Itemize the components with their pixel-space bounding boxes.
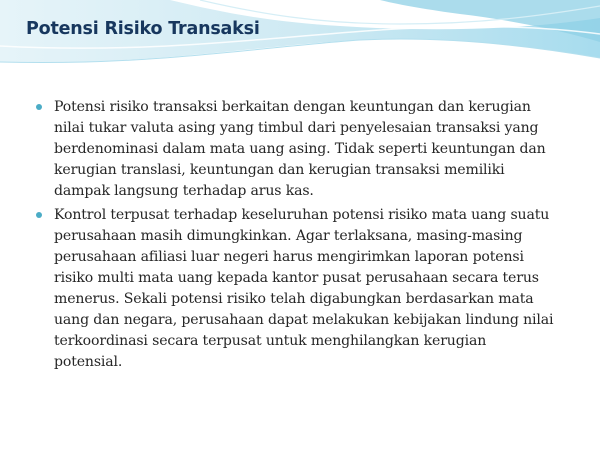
bullet-text-line: berdenominasi dalam mata uang asing. Tidak seperti keuntungan dan [54, 141, 546, 157]
bullet-text-line: dampak langsung terhadap arus kas. [54, 183, 314, 199]
bullet-dot-icon [36, 212, 42, 218]
header-wave-decoration [0, 0, 600, 90]
bullet-text-line: perusahaan masih dimungkinkan. Agar terlaksana, masing-masing [54, 228, 523, 244]
bullet-list [36, 97, 576, 376]
bullet-item [36, 205, 576, 373]
bullet-dot-icon [36, 104, 42, 110]
bullet-text-line: menerus. Sekali potensi risiko telah digabungkan berdasarkan mata [54, 291, 534, 307]
bullet-text-line: potensial. [54, 354, 123, 370]
bullet-text-line: nilai tukar valuta asing yang timbul dari penyelesaian transaksi yang [54, 120, 539, 136]
bullet-item [36, 97, 576, 202]
bullet-text-line: Kontrol terpusat terhadap keseluruhan potensi risiko mata uang suatu [54, 207, 550, 223]
bullet-text-line: Potensi risiko transaksi berkaitan dengan keuntungan dan kerugian [54, 99, 531, 115]
bullet-text-line: uang dan negara, perusahaan dapat melakukan kebijakan lindung nilai [54, 312, 554, 328]
slide-title: Potensi Risiko Transaksi [26, 19, 260, 39]
bullet-text-line: perusahaan afiliasi luar negeri harus mengirimkan laporan potensi [54, 249, 524, 265]
bullet-text-line: risiko multi mata uang kepada kantor pusat perusahaan secara terus [54, 270, 539, 286]
bullet-text-line: terkoordinasi secara terpusat untuk menghilangkan kerugian [54, 333, 487, 349]
bullet-text-line: kerugian translasi, keuntungan dan kerugian transaksi memiliki [54, 162, 505, 178]
